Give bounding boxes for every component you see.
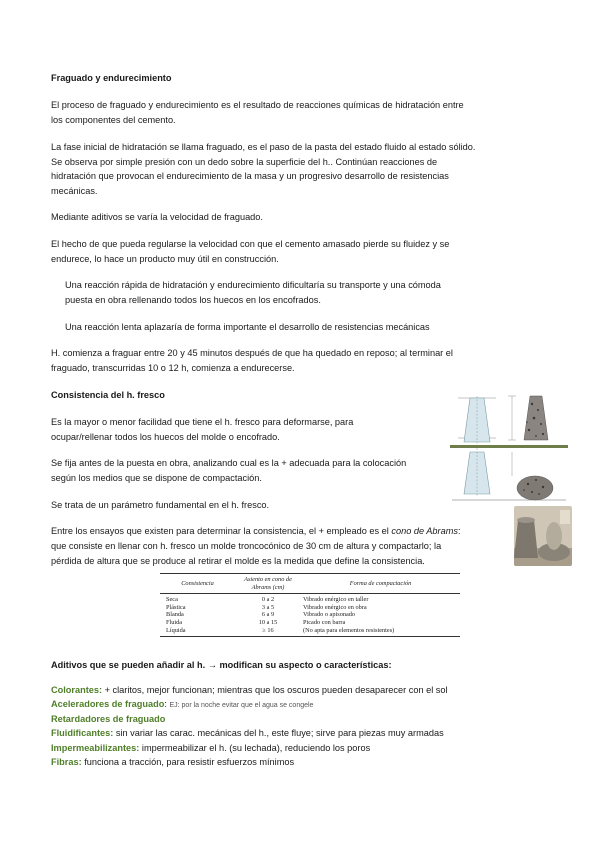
paragraph-line: H. comienza a fraguar entre 20 y 45 minutos después de que ha quedado en reposo; al terminar el — [51, 348, 453, 358]
paragraph-line: Mediante aditivos se varía la velocidad de fraguado. — [51, 212, 263, 222]
text-span: Entre los ensayos que existen para determinar la consistencia, el + empleado es el — [51, 526, 392, 536]
additive-term: Aceleradores de fraguado — [51, 699, 165, 709]
additive-term: Fluidificantes: — [51, 728, 114, 738]
paragraph-line: fraguado, transcurridas 10 o 12 h, comienza a endurecerse. — [51, 363, 295, 373]
table-row — [160, 611, 460, 619]
table-cell: 3 a 5 — [261, 603, 275, 611]
table-cell: ≥ 16 — [235, 627, 301, 637]
slump-cone-diagram-image — [448, 390, 572, 508]
paragraph-line: Se observa por simple presión con un dedo sobre la superficie del h.. Continúan reacciones de — [51, 157, 438, 167]
table-cell: 0 a 2 — [261, 596, 275, 604]
indented-line: puesta en obra rellenando todos los huecos en los encofrados. — [65, 295, 321, 305]
paragraph-line: pérdida de altura que se produce al retirar el molde es la medida que define la consistencia. — [51, 556, 425, 566]
paragraph-line: La fase inicial de hidratación se llama fraguado, es el paso de la pasta del estado fluido al estado sólido. — [51, 142, 476, 152]
heading-fraguado: Fraguado y endurecimiento — [51, 73, 172, 83]
additive-term: Colorantes: — [51, 685, 103, 695]
paragraph-line: mecánicas. — [51, 186, 98, 196]
paragraph-line: endurece, lo hace un producto muy útil en construcción. — [51, 254, 279, 264]
heading-aditivos: Aditivos que se pueden añadir al h. → modifican su aspecto o características: — [51, 660, 392, 670]
table-header-cell: Asiento en cono de Abrams (cm) — [235, 574, 301, 594]
paragraph-line: los componentes del cemento. — [51, 115, 176, 125]
paragraph-line: según los medios que se dispone de compactación. — [51, 473, 262, 483]
additive-term: Fibras: — [51, 757, 82, 767]
additive-item — [51, 683, 448, 698]
table-cell: Fluida — [166, 618, 183, 626]
additive-text: + claritos, mejor funcionan; mientras que los oscuros pueden desaparecer con el sol — [102, 685, 448, 695]
additive-text: sin variar las carac. mecánicas del h., este fluye; sirve para piezas muy armadas — [113, 728, 444, 738]
additive-term: Impermeabilizantes: — [51, 743, 140, 753]
table-cell: 10 a 15 — [258, 618, 278, 626]
table-cell: Picado con barra — [303, 618, 346, 626]
additive-term: Retardadores de fraguado — [51, 714, 166, 724]
paragraph-line — [51, 524, 461, 539]
table-cell: Blanda — [166, 611, 184, 619]
paragraph-line: Se trata de un parámetro fundamental en el h. fresco. — [51, 500, 270, 510]
table-cell: Vibrado o apisonado — [303, 611, 356, 619]
table-cell: Vibrado enérgico en obra — [303, 603, 367, 611]
paragraph-line: Es la mayor o menor facilidad que tiene el h. fresco para deformarse, para — [51, 417, 354, 427]
consistency-table — [160, 573, 460, 637]
text-span: : — [457, 526, 461, 536]
table-cell: (No apta para elementos resistentes) — [301, 627, 460, 637]
table-cell: Plástica — [166, 603, 186, 611]
paragraph-line: Se fija antes de la puesta en obra, analizando cual es la + adecuada para la colocación — [51, 458, 407, 468]
table-row — [160, 627, 460, 637]
emphasis-cono-de-abrams: cono de Abrams — [391, 526, 458, 536]
table-header-cell: Consistencia — [160, 574, 235, 594]
additive-text: impermeabilizar el h. (su lechada), reduciendo los poros — [139, 743, 371, 753]
paragraph-line: ocupar/rellenar todos los huecos del molde o encofrado. — [51, 432, 280, 442]
paragraph-line: hidratación que provocan el endurecimiento de la masa y un progresivo desarrollo de resistencias — [51, 171, 449, 181]
indented-line: Una reacción rápida de hidratación y endurecimiento dificultaría su transporte y una cómoda — [65, 280, 441, 290]
additive-item — [51, 741, 370, 756]
additive-item — [51, 726, 444, 741]
table-row — [160, 594, 460, 604]
table-row — [160, 619, 460, 627]
table-row — [160, 604, 460, 612]
heading-consistencia: Consistencia del h. fresco — [51, 390, 165, 400]
table-header-row — [160, 574, 460, 594]
table-cell: Vibrado enérgico en taller — [303, 596, 369, 604]
additive-text: funciona a tracción, para resistir esfuerzos mínimos — [81, 757, 295, 767]
table-cell: Seca — [166, 596, 178, 604]
additive-item — [51, 697, 313, 713]
paragraph-line: El proceso de fraguado y endurecimiento es el resultado de reacciones químicas de hidratación entre — [51, 100, 464, 110]
table-cell: Líquida — [160, 627, 235, 637]
additive-text: : — [164, 699, 170, 709]
additive-item — [51, 712, 165, 727]
indented-line: Una reacción lenta aplazaría de forma importante el desarrollo de resistencias mecánicas — [65, 322, 430, 332]
table-header-cell: Forma de compactación — [301, 574, 460, 594]
slump-test-photo-image — [514, 506, 572, 566]
paragraph-line: que consiste en llenar con h. fresco un molde troncocónico de 30 cm de altura y compactarlo; la — [51, 541, 442, 551]
additive-item — [51, 755, 294, 770]
table-cell: 6 a 9 — [261, 611, 275, 619]
additive-note: EJ: por la noche evitar que el agua se congele — [169, 702, 314, 709]
paragraph-line: El hecho de que pueda regularse la velocidad con que el cemento amasado pierde su fluidez y se — [51, 239, 450, 249]
